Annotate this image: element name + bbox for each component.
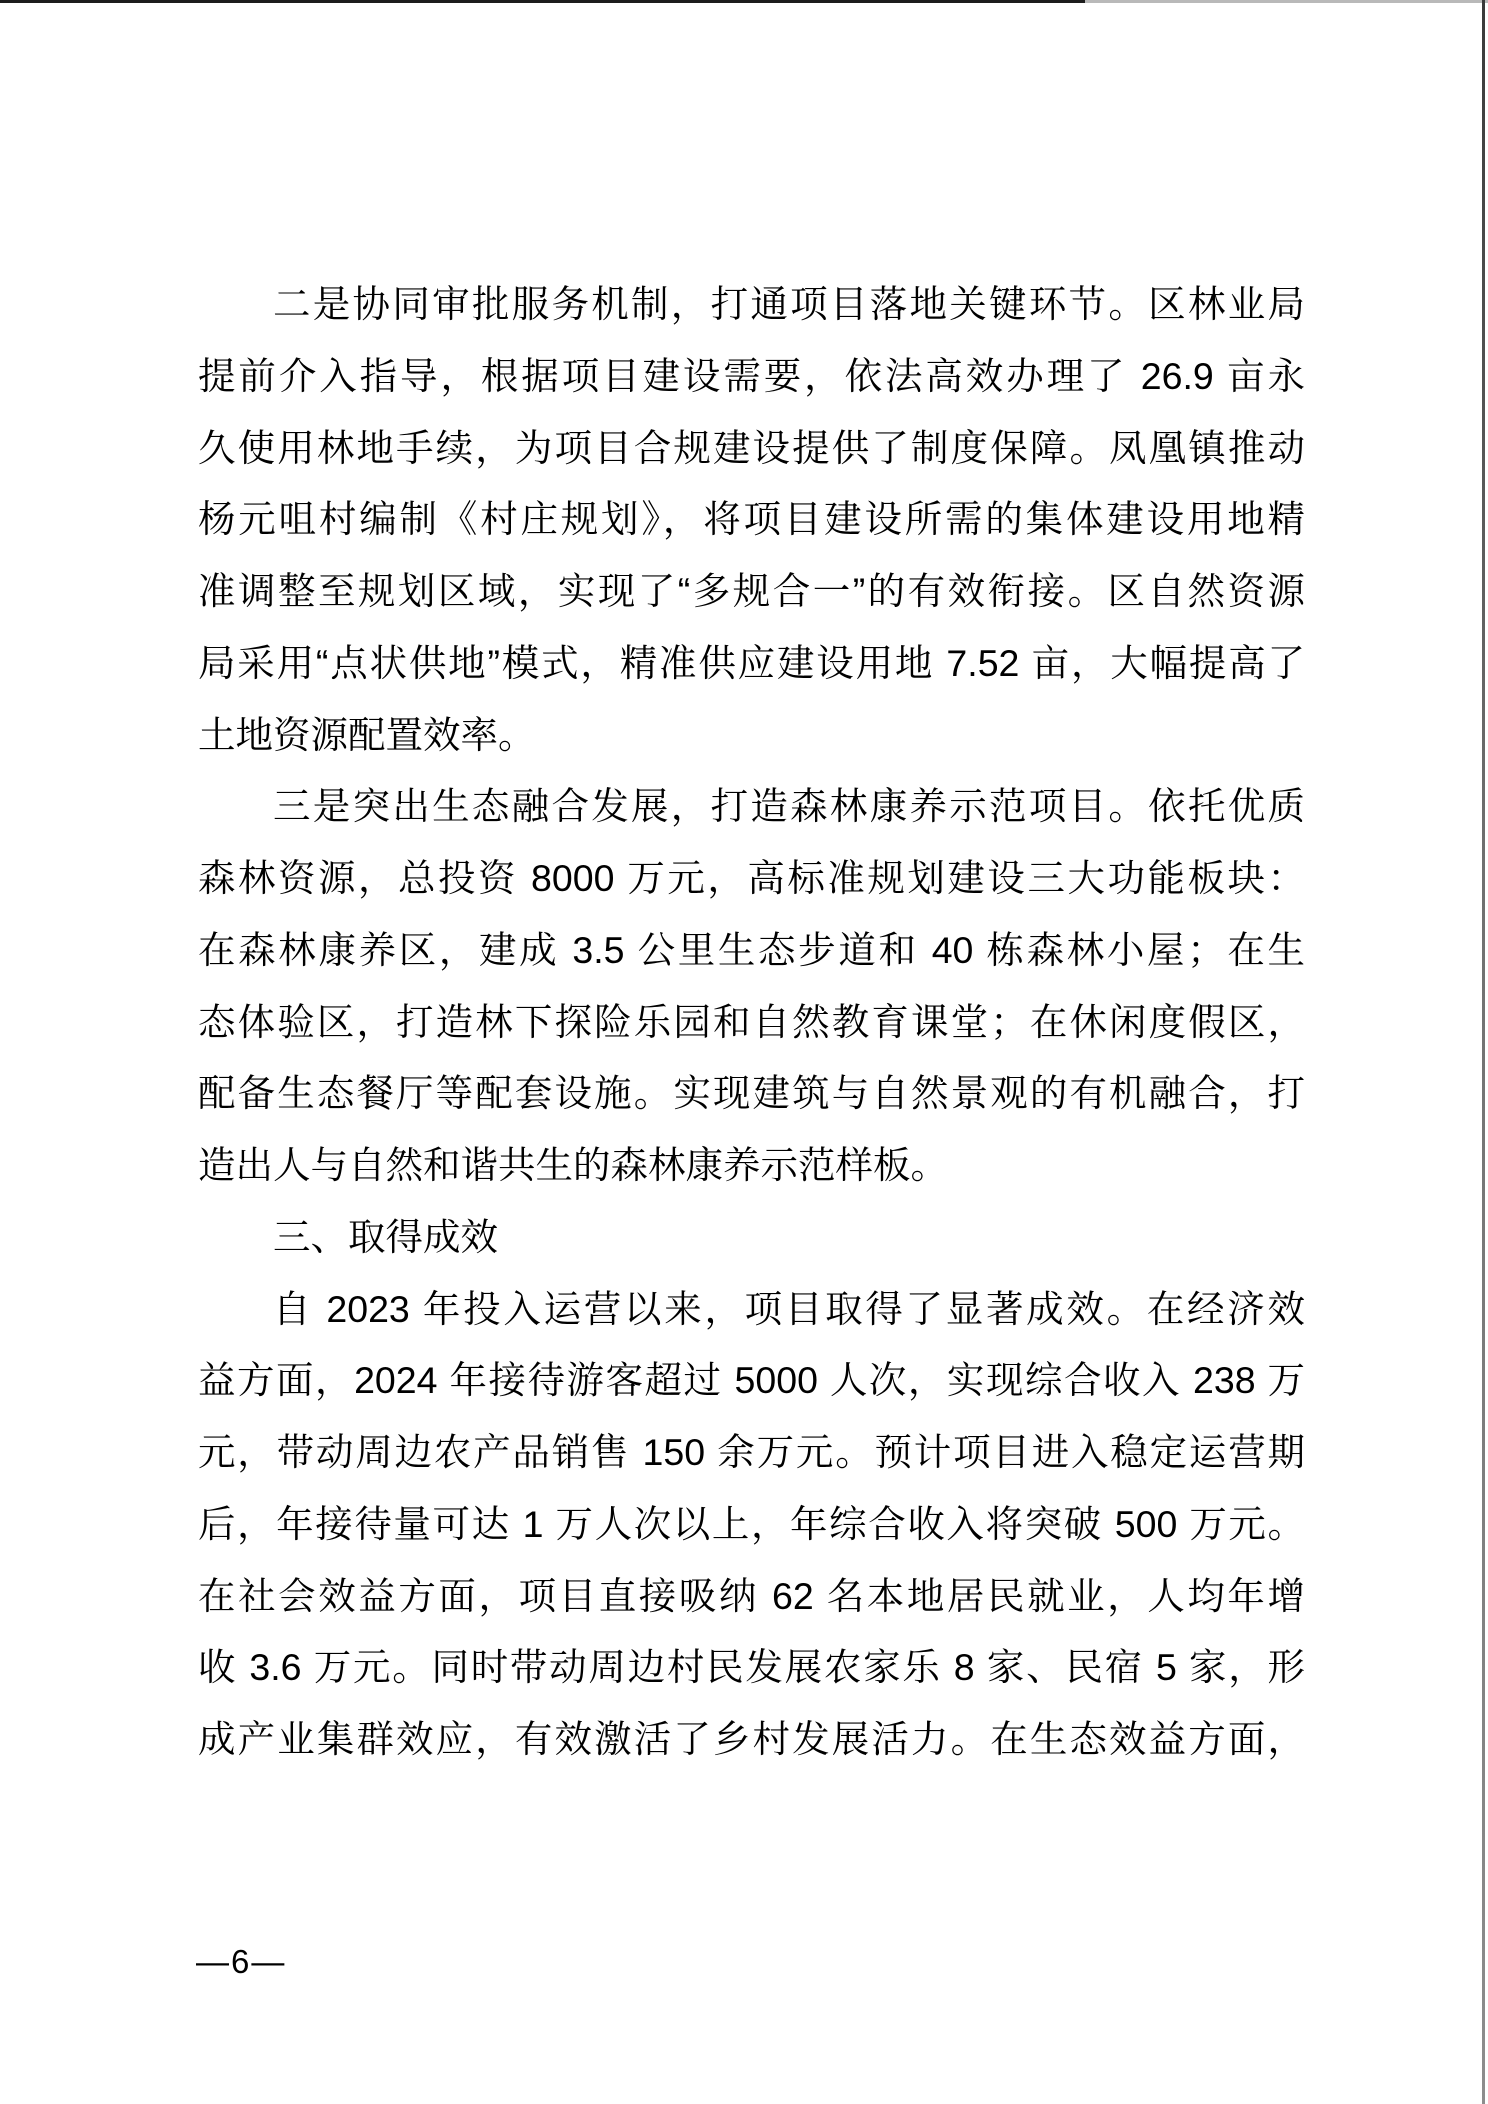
page-number: —6— — [196, 1943, 287, 1980]
body-line: 准调整至规划区域，实现了“多规合一”的有效衔接。区自然资源 — [198, 570, 1305, 612]
body-line: 收 3.6 万元。同时带动周边村民发展农家乐 8 家、民宿 5 家，形 — [198, 1646, 1305, 1689]
body-line: 二是协同审批服务机制，打通项目落地关键环节。区林业局 — [273, 283, 1305, 325]
body-line: 森林资源，总投资 8000 万元，高标准规划建设三大功能板块： — [198, 857, 1305, 899]
body-line: 益方面，2024 年接待游客超过 5000 人次，实现综合收入 238 万 — [198, 1359, 1305, 1402]
body-line: 自 2023 年投入运营以来，项目取得了显著成效。在经济效 — [273, 1287, 1305, 1330]
body-line: 元，带动周边农产品销售 150 余万元。预计项目进入稳定运营期 — [198, 1431, 1305, 1473]
body-line: 局采用“点状供地”模式，精准供应建设用地 7.52 亩，大幅提高了 — [198, 641, 1305, 684]
body-line: 在森林康养区，建成 3.5 公里生态步道和 40 栋森林小屋；在生 — [198, 928, 1305, 971]
body-line: 提前介入指导，根据项目建设需要，依法高效办理了 26.9 亩永 — [198, 354, 1305, 397]
scan-edge-top — [0, 0, 1085, 3]
document-body — [198, 269, 1305, 1776]
body-line: 配备生态餐厅等配套设施。实现建筑与自然景观的有机融合，打 — [198, 1072, 1305, 1115]
body-line: 造出人与自然和谐共生的森林康养示范样板。 — [198, 1144, 948, 1186]
body-line: 久使用林地手续，为项目合规建设提供了制度保障。凤凰镇推动 — [198, 426, 1305, 469]
body-line: 成产业集群效应，有效激活了乡村发展活力。在生态效益方面， — [198, 1718, 1305, 1760]
scan-edge-right — [1482, 0, 1485, 2104]
body-line: 态体验区，打造林下探险乐园和自然教育课堂；在休闲度假区， — [198, 1000, 1305, 1043]
body-line: 在社会效益方面，项目直接吸纳 62 名本地居民就业，人均年增 — [198, 1574, 1305, 1617]
body-line: 杨元咀村编制《村庄规划》，将项目建设所需的集体建设用地精 — [198, 498, 1305, 541]
section-heading: 三、取得成效 — [273, 1215, 498, 1258]
body-line: 后，年接待量可达 1 万人次以上，年综合收入将突破 500 万元。 — [198, 1502, 1305, 1545]
body-line: 三是突出生态融合发展，打造森林康养示范项目。依托优质 — [273, 785, 1305, 828]
body-line: 土地资源配置效率。 — [198, 713, 536, 756]
scan-edge-top-right — [1085, 0, 1488, 3]
